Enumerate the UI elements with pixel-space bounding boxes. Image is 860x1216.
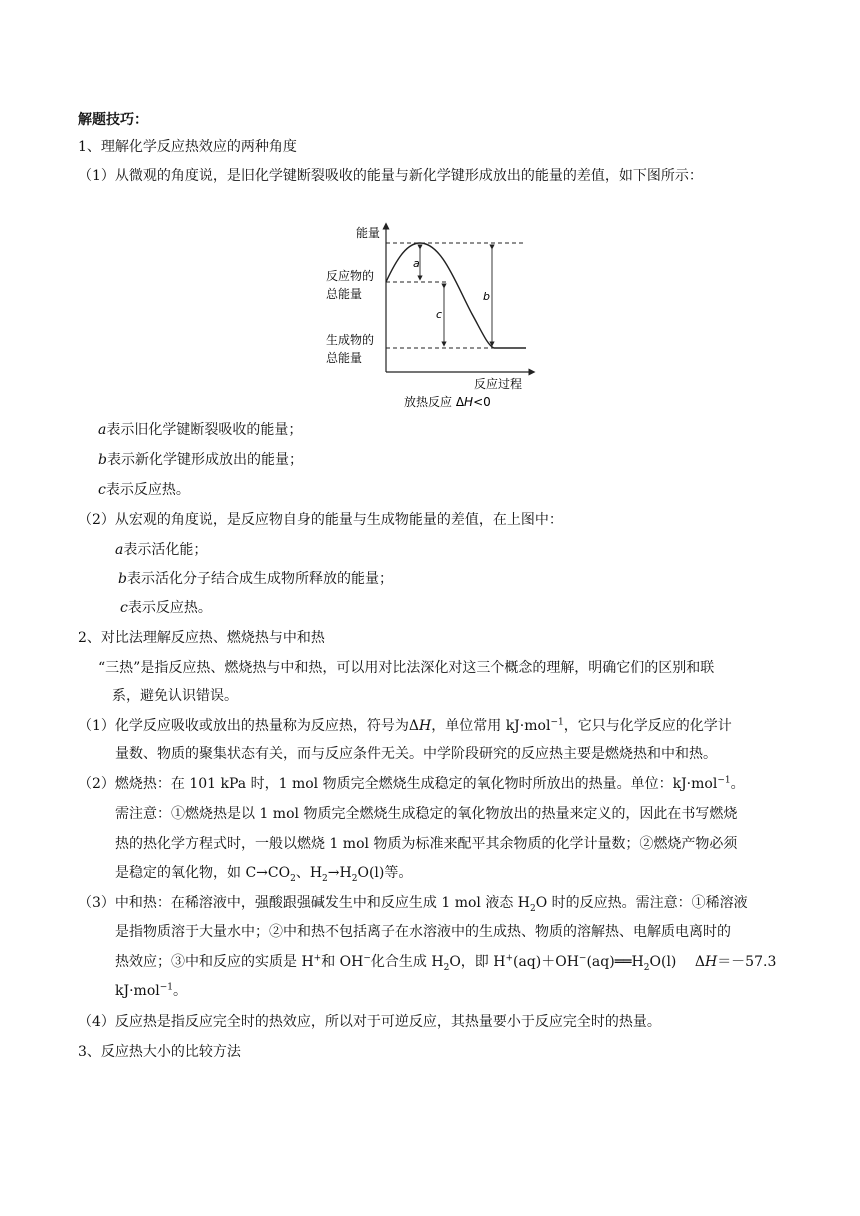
macro-b-desc: b表示活化分子结合成生成物所释放的能量； [118,571,393,587]
section-1-point-2: （2）从宏观的角度说，是反应物自身的能量与生成物能量的差值，在上图中： [78,512,563,528]
section-2-title: 2、对比法理解反应热、燃烧热与中和热 [78,630,325,646]
point-3-line-4: kJ·mol$^{-1}$。 [115,982,188,999]
micro-b-desc: b表示新化学键形成放出的能量； [98,452,303,468]
point-1-line-2: 量数、物质的聚集状态有关，而与反应条件无关。中学阶段研究的反应热主要是燃烧热和中和热。 [115,746,717,762]
product-label-line-1: 生成物的 [326,333,375,347]
reactant-label-line-1: 反应物的 [326,269,375,283]
point-2-line-2: 需注意：①燃烧热是以 1 mol 物质完全燃烧生成稳定的氧化物放出的热量来定义的，因此在书写燃烧 [115,806,738,822]
energy-diagram [322,222,542,412]
point-2-line-3: 热的热化学方程式时，一般以燃烧 1 mol 物质为标准来配平其余物质的化学计量数；②燃烧产物必须 [115,836,738,852]
section-1-point-1: （1）从微观的角度说，是旧化学键断裂吸收的能量与新化学键形成放出的能量的差值，如下图所示： [78,168,703,184]
energy-curve [386,243,526,348]
section-1-title: 1、理解化学反应热效应的两种角度 [78,139,297,155]
point-3-line-3: 热效应；③中和反应的实质是 H+和 OH−化合生成 $H_2O$，即 $H^+(aq)+OH^-(aq)══H_2O(l)$ ΔH＝－57.3 [115,953,777,973]
product-label-line-2: 总能量 [326,351,363,365]
point-1-line-1: （1）化学反应吸收或放出的热量称为反应热，符号为ΔH，单位常用 kJ·mol$^{-1}$，它只与化学反应的化学计 [78,717,732,734]
label-a: a [413,257,420,270]
point-3-line-1: （3）中和热：在稀溶液中，强酸跟强碱发生中和反应生成 1 mol 液态 $H_2O$ 时的反应热。需注意：①稀溶液 [78,895,748,914]
section-heading: 解题技巧： [78,112,148,128]
section-3-title: 3、反应热大小的比较方法 [78,1044,241,1060]
macro-c-desc: c表示反应热。 [120,600,212,616]
micro-c-desc: c表示反应热。 [98,482,190,498]
label-b: b [483,290,490,303]
label-c: c [436,308,443,321]
point-2-line-4: 是稳定的氧化物，如 $C\to CO_2$、$H_2\to H_2O(l)$等。 [115,865,413,884]
x-axis-label: 反应过程 [474,377,523,391]
section-2-intro-line-1: “三热”是指反应热、燃烧热与中和热，可以用对比法深化对这三个概念的理解，明确它们的区别和联 [98,660,715,676]
diagram-caption: 放热反应 ΔH<0 [404,395,491,409]
point-4: （4）反应热是指反应完全时的热效应，所以对于可逆反应，其热量要小于反应完全时的热量。 [78,1014,661,1030]
micro-a-desc: a表示旧化学键断裂吸收的能量； [98,422,303,438]
macro-a-desc: a表示活化能； [115,542,208,558]
y-axis-label: 能量 [356,226,381,240]
point-2-line-1: （2）燃烧热：在 101 kPa 时，1 mol 物质完全燃烧生成稳定的氧化物时所放出的热量。单位：kJ·mol$^{-1}$。 [78,775,745,792]
point-3-line-2: 是指物质溶于大量水中；②中和热不包括离子在水溶液中的生成热、物质的溶解热、电解质电离时的 [115,924,731,940]
section-2-intro-line-2: 系，避免认识错误。 [112,688,238,704]
reactant-label-line-2: 总能量 [326,287,363,301]
